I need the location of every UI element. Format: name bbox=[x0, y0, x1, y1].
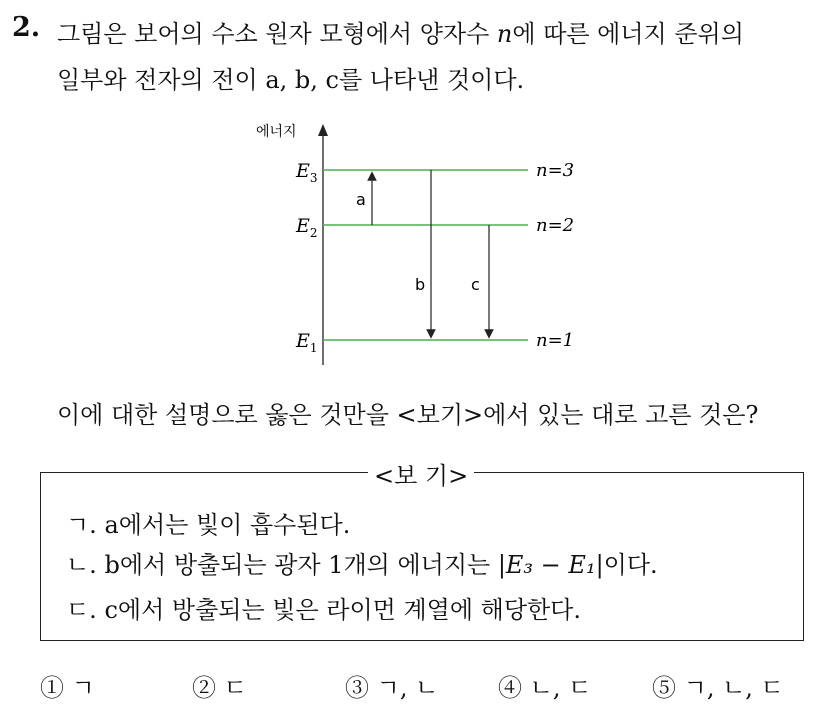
energy-difference-expression: |E₃ − E₁| bbox=[497, 551, 604, 579]
quantum-number-variable: n bbox=[496, 20, 513, 48]
bogi-item-mark: ㄷ. bbox=[66, 596, 97, 624]
question-prompt: 이에 대한 설명으로 옳은 것만을 <보기>에서 있는 대로 고른 것은? bbox=[57, 401, 759, 429]
transition-label-c: c bbox=[471, 275, 480, 294]
choice-4[interactable]: ④ ㄴ, ㄷ bbox=[498, 674, 592, 702]
n-label-2: n=2 bbox=[536, 215, 575, 236]
level-label-e1: $E_1$ bbox=[296, 330, 318, 355]
bogi-item-text-pre: b에서 방출되는 광자 1개의 에너지는 bbox=[104, 551, 498, 579]
bogi-item-mark: ㄱ. bbox=[66, 511, 97, 539]
bogi-item-text: c에서 방출되는 빛은 라이먼 계열에 해당한다. bbox=[104, 596, 581, 624]
choice-3[interactable]: ③ ㄱ, ㄴ bbox=[345, 674, 439, 702]
question-number: 2. bbox=[12, 12, 41, 43]
bogi-item-1 bbox=[66, 505, 350, 540]
choice-5[interactable]: ⑤ ㄱ, ㄴ, ㄷ bbox=[652, 674, 784, 702]
level-label-e2: $E_2$ bbox=[296, 215, 318, 240]
bogi-item-mark: ㄴ. bbox=[66, 551, 97, 579]
n-label-3: n=3 bbox=[536, 160, 575, 181]
transition-label-a: a bbox=[356, 190, 366, 209]
transition-label-b: b bbox=[415, 275, 426, 294]
choice-2[interactable]: ② ㄷ bbox=[192, 674, 247, 702]
bogi-item-2 bbox=[66, 545, 658, 580]
n-label-1: n=1 bbox=[536, 330, 575, 351]
bogi-item-3 bbox=[66, 590, 581, 625]
question-line-2: 일부와 전자의 전이 a, b, c를 나타낸 것이다. bbox=[57, 66, 525, 94]
axis-label: 에너지 bbox=[256, 124, 297, 140]
choice-1[interactable]: ① ㄱ bbox=[40, 674, 95, 702]
level-label-e3: $E_3$ bbox=[296, 160, 318, 185]
question-line-1-pre: 그림은 보어의 수소 원자 모형에서 양자수 bbox=[57, 20, 497, 48]
bogi-item-text: a에서는 빛이 흡수된다. bbox=[104, 511, 351, 539]
axis-arrow-icon bbox=[318, 124, 328, 136]
question-line-1-post: 에 따른 에너지 준위의 bbox=[512, 20, 744, 48]
bogi-item-text-post: 이다. bbox=[603, 551, 658, 579]
bogi-title: <보 기> bbox=[368, 456, 474, 491]
